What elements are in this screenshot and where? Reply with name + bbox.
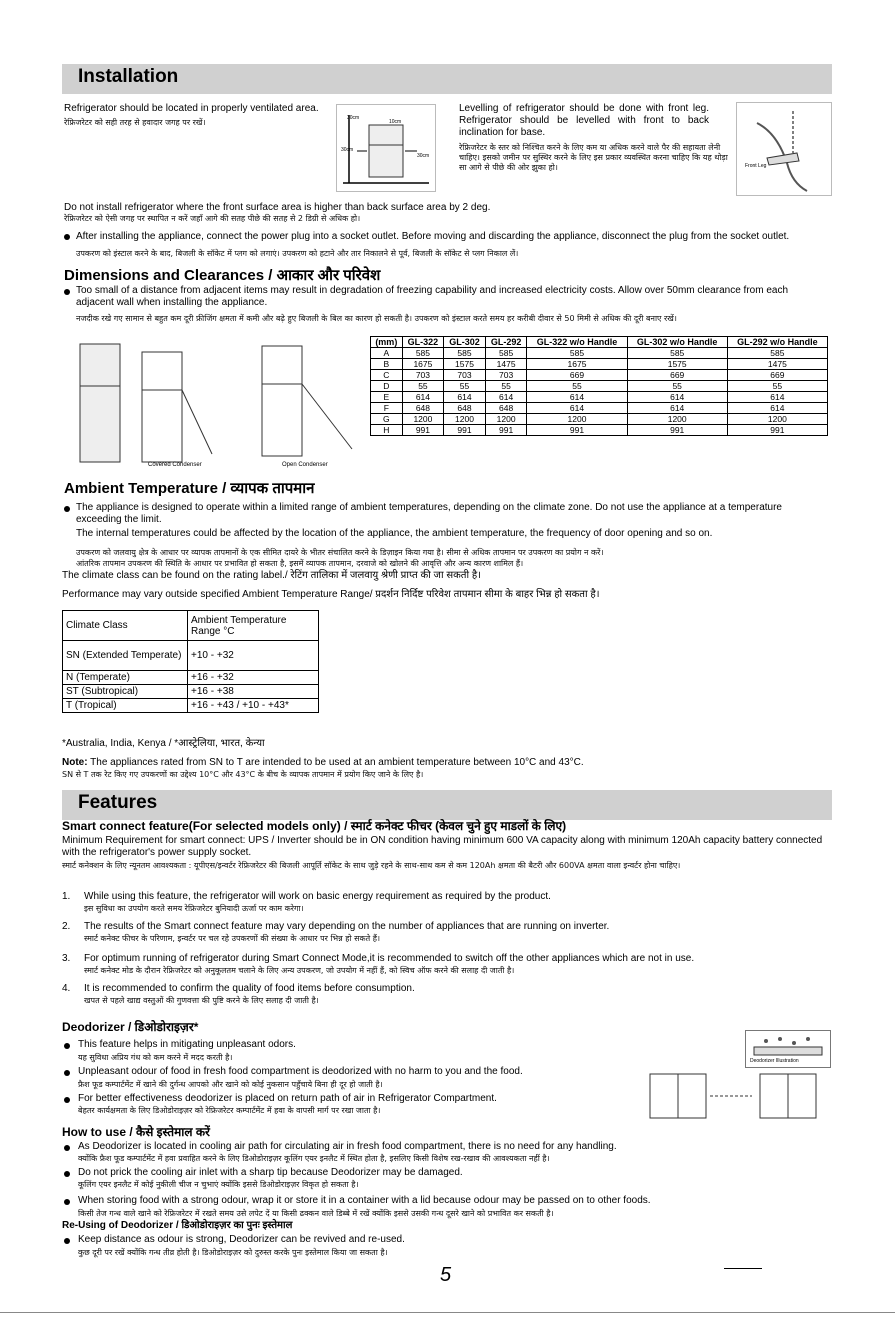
table-cell: 648 [444,403,486,414]
table-cell: 614 [527,392,627,403]
table-cell: C [371,370,403,381]
table-cell: 55 [627,381,727,392]
deodorizer-title: Deodorizer / डिओडोराइज़र* [62,1020,199,1034]
table-cell: B [371,359,403,370]
bullet-icon [64,1199,70,1205]
table-cell: 614 [444,392,486,403]
deodorizer-text-hi: फ्रैश फूड कम्पार्टमेंट में खाने की दुर्गन्ध आपको और खाने को कोई नुकसान पहुँचाये बिना ही दूर हो जाती है। [78,1080,383,1089]
bullet-icon [64,1238,70,1244]
table-cell: 55 [527,381,627,392]
table-cell: 1575 [627,359,727,370]
list-text: It is recommended to confirm the quality of food items before consumption. [84,983,415,994]
ventilation-text-hi: रेफ्रिजरेटर को सही तरह से हवादार जगह पर रखें। [64,118,206,127]
table-header: GL-322 [402,337,444,348]
bullet-icon [64,1171,70,1177]
clearance-label-left: 30cm [341,147,354,153]
table-cell: 703 [444,370,486,381]
deodorizer-text-hi: यह सुविधा अप्रिय गंध को कम करने में मदद करती है। [78,1053,233,1062]
how-to-use-title: How to use / कैसे इस्तेमाल करें [62,1125,210,1139]
table-cell: 585 [485,348,527,359]
table-cell: 1675 [402,359,444,370]
bullet-icon [64,1043,70,1049]
fridge-figure [640,1068,830,1120]
table-row [371,392,828,403]
table-cell: F [371,403,403,414]
features-title: Features [78,792,158,813]
bullet-icon [64,1070,70,1076]
table-cell: 1475 [485,359,527,370]
list-text: The results of the Smart connect feature may vary depending on the number of appliances that are running on inverter. [84,921,610,932]
deodorizer-figure-label: Deodorizer Illustration [750,1058,799,1064]
table-header-row [63,611,319,641]
installation-banner [62,64,832,94]
dimensions-text: Too small of a distance from adjacent items may result in degradation of freezing capability and increased electricity costs. Allow over 50mm clearance from each adjacent wall when installing the appliance. [76,285,789,308]
table-cell: 614 [727,403,827,414]
table-cell: 55 [402,381,444,392]
table-cell: E [371,392,403,403]
table-cell: 991 [444,425,486,436]
table-row [371,370,828,381]
table-cell: H [371,425,403,436]
table-cell: 55 [485,381,527,392]
table-cell: 1200 [485,414,527,425]
list-number: 2. [62,921,71,932]
table-header: GL-302 [444,337,486,348]
table-row [371,348,828,359]
table-row [63,671,319,685]
dimensions-title: Dimensions and Clearances / आकार और परिवेश [64,267,381,284]
bullet-icon [64,289,70,295]
table-cell: SN (Extended Temperate) [63,641,188,671]
table-cell: 585 [444,348,486,359]
list-text-hi: स्मार्ट कनेक्ट फीचर के परिणाम, इन्वर्टर पर चल रहे उपकरणों की संख्या के आधार पर भिन्न हो सकते हैं। [84,934,381,943]
table-cell: 703 [402,370,444,381]
how-to-use-text: When storing food with a strong odour, wrap it or store it in a container with a lid because odour may be passed on to other foods. [78,1195,651,1206]
how-to-use-text-hi: क्योंकि फ्रैश फूड कम्पार्टमेंट में हवा प्रवाहित करने के लिए डिओडोराइज़र कूलिंग एयर इनलैट में स्थित होता है, इसलिए किसी विशेष रख-रखाव की आवश्यकता नहीं है। [78,1154,550,1163]
list-item [62,891,828,921]
deodorizer-text: Unpleasant odour of food in fresh food compartment is deodorized with no harm to you and the food. [78,1066,523,1077]
footnote: *Australia, India, Kenya / *आस्ट्रेलिया, भारत, केन्या [62,738,265,749]
bullet-icon [64,1097,70,1103]
front-leg-label: Front Leg [745,163,767,169]
list-text-hi: स्मार्ट कनेक्ट मोड के दौरान रेफ्रिजरेटर को अनुकूलतम चलाने के लिए अन्य उपकरण, जो उपयोग में नहीं हैं, को स्विच ऑफ करने की सलाह दी जाती है। [84,966,515,975]
table-cell: 1200 [444,414,486,425]
how-to-use-text-hi: कूलिंग एयर इनलैट में कोई नुकीली चीज न चुभाएं क्योंकि इससे डिओडोराइज़र विकृत हो सकता है। [78,1180,359,1189]
page-number: 5 [440,1264,452,1286]
list-item [62,921,828,953]
table-cell: +16 - +32 [188,671,319,685]
how-to-use-text-hi: किसी तेज गन्ध वाले खाने को रेफ्रिजरेटर में रखते समय उसे लपेट दें या किसी ढक्कन वाले डिब्बे में रखें क्योंकि इससे उसकी गन्ध दूसरे खाने को प्रभावित कर सकती है। [78,1209,554,1218]
deodorizer-text-hi: बेहतर कार्यक्षमता के लिए डिओडोराइज़र को रेफ्रिजरेटर कम्पार्टमेंट में हवा के वापसी मार्ग पर रखा जाता है। [78,1106,381,1115]
table-header: (mm) [371,337,403,348]
clearance-label-right: 30cm [417,153,430,159]
bullet-icon [64,506,70,512]
deodorizer-figure [745,1030,831,1068]
ambient-text-hi-1: उपकरण को जलवायु क्षेत्र के आधार पर व्यापक तापमानों के एक सीमित दायरे के भीतर संचालित करने के डिज़ाइन किया गया है। सीमा से अधिक तापमान पर उपकरण का प्रयोग न करें। [76,548,604,557]
dimension-drawings [62,334,362,474]
table-header: Ambient Temperature Range °C [188,611,319,641]
table-cell: 1675 [527,359,627,370]
list-item [62,953,828,983]
table-cell: 585 [527,348,627,359]
table-cell: 648 [485,403,527,414]
list-number: 3. [62,953,71,964]
deodorizer-text: This feature helps in mitigating unpleasant odors. [78,1039,296,1050]
table-cell: 1200 [727,414,827,425]
ventilation-figure [336,104,436,192]
list-number: 1. [62,891,71,902]
performance-text: Performance may vary outside specified Ambient Temperature Range/ प्रदर्शन निर्दिष्ट परिवेश तापमान सीमा के बाहर भिन्न हो सकता है। [62,589,600,600]
list-text-hi: खपत से पहले खाद्य वस्तुओं की गुणवत्ता की पुष्टि करने के लिए सलाह दी जाती है। [84,996,319,1005]
table-cell: 703 [485,370,527,381]
table-cell: 669 [627,370,727,381]
bullet-icon [64,1145,70,1151]
how-to-use-text: Do not prick the cooling air inlet with a sharp tip because Deodorizer may be damaged. [78,1167,463,1178]
table-header: GL-302 w/o Handle [627,337,727,348]
table-cell: +16 - +43 / +10 - +43* [188,699,319,713]
table-cell: 991 [727,425,827,436]
table-cell: 614 [627,403,727,414]
ambient-title: Ambient Temperature / व्यापक तापमान [64,480,315,497]
table-cell: +10 - +32 [188,641,319,671]
note-text [62,757,822,769]
divider [724,1268,762,1269]
table-cell: G [371,414,403,425]
table-cell: 614 [727,392,827,403]
list-item [62,983,828,1013]
dimensions-text-hi: नजदीक रखे गए सामान से बहुत कम दूरी फ्रीजिंग क्षमता में कमी और बढ़े हुए बिजली के बिल का कारण हो सकती है। उपकरण को इंस्टाल करते समय हर करीबी दीवार से 50 मिमी से अधिक की दूरी बनाए रखें। [76,314,677,323]
plug-text-hi: उपकरण को इंस्टाल करने के बाद, बिजली के सॉकेट में प्लग को लगाएं। उपकरण को हटाने और तार निकालने से पूर्व, बिजली के सॉकेट से प्लग निकाल लें। [76,249,519,258]
table-cell: 1200 [527,414,627,425]
table-header: GL-292 [485,337,527,348]
levelling-text-hi: रेफ्रिजरेटर के स्तर को निश्चित करने के लिए कम या अधिक करने वाले पैर की सहायता लेनी चाहिए। इसको जमीन पर सुस्थिर करने के लिए इस प्रकार व्यवस्थित करना चाहिए कि यह थोड़ा सा आगे से पीछे की ओर झुका हो। [459,143,728,172]
table-cell: 614 [402,392,444,403]
how-to-use-text: As Deodorizer is located in cooling air path for circulating air in fresh food compartment, there is no need for any handling. [78,1141,617,1152]
table-cell: 1475 [727,359,827,370]
list-text: While using this feature, the refrigerator will work on basic energy requirement as required by the product. [84,891,551,902]
table-cell: ST (Subtropical) [63,685,188,699]
bullet-icon [64,234,70,240]
clearance-label-back: 10cm [389,119,402,125]
table-cell: 991 [485,425,527,436]
table-cell: 991 [527,425,627,436]
table-row [63,699,319,713]
table-cell: T (Tropical) [63,699,188,713]
table-cell: A [371,348,403,359]
deodorizer-text: For better effectiveness deodorizer is placed on return path of air in Refrigerator Compartment. [78,1093,497,1104]
reuse-text-hi: कुछ दूरी पर रखें क्योंकि गन्ध तीव्र होती है। डिओडोराइज़र को दुरुस्त करके पुनः इस्तेमाल किया जा सकता है। [78,1248,388,1257]
page-bottom-line [0,1312,895,1313]
plug-text: After installing the appliance, connect the power plug into a socket outlet. Before moving and discarding the appliance, disconnect the plug from the socket outlet. [76,231,790,242]
table-cell: 55 [727,381,827,392]
ambient-text-hi-2: आंतरिक तापमान उपकरण की स्थिति के आधार पर प्रभावित हो सकता है, इसमें व्यापक तापमान, दरवाजे को खोलने की आवृत्ति और अन्य कारण शामिल हैं। [76,559,524,568]
table-cell: 585 [727,348,827,359]
climate-class-text: The climate class can be found on the rating label./ रेटिंग तालिका में जलवायु श्रेणी प्राप्त की जा सकती है। [62,570,481,581]
smart-connect-text-hi: स्मार्ट कनेक्शन के लिए न्यूनतम आवश्यकता : यूपीएस/इन्वर्टर रेफ्रिजरेटर की बिजली आपूर्ति सॉकेट के साथ जुड़े रहने के साथ-साथ कम से कम 120Ah क्षमता की बैटरी और 600VA क्षमता वाला इन्वर्टर होना चाहिए। [62,861,681,870]
list-text: For optimum running of refrigerator during Smart Connect Mode,it is recommended to switch off the other appliances which are not in use. [84,953,695,964]
smart-connect-list [62,891,828,1013]
clearance-label-top: 30cm [347,115,360,121]
ambient-text: The appliance is designed to operate within a limited range of ambient temperatures, depending on the climate zone. Do not use the appliance at a temperature exceeding the limit. [76,502,782,525]
table-header: Climate Class [63,611,188,641]
dimensions-table [370,336,828,436]
surface-text-hi: रेफ्रिजरेटर को ऐसी जगह पर स्थापित न करें जहाँ आगे की सतह पीछे की सतह से 2 डिग्री से अधिक हो। [64,214,361,223]
table-cell: 669 [527,370,627,381]
table-row [63,685,319,699]
table-row [371,359,828,370]
installation-title: Installation [78,66,179,87]
levelling-text: Levelling of refrigerator should be done with front leg. Refrigerator should be levelled with front to back inclination for base. [459,103,709,138]
note-body: The appliances rated from SN to T are intended to be used at an ambient temperature between 10°C and 43°C. [87,757,584,768]
climate-class-table [62,610,319,713]
table-cell: 1200 [402,414,444,425]
table-cell: 991 [627,425,727,436]
list-text-hi: इस सुविधा का उपयोग करते समय रेफ्रिजरेटर बुनियादी ऊर्जा पर काम करेगा। [84,904,304,913]
table-row [371,403,828,414]
table-row [371,414,828,425]
smart-connect-text: Minimum Requirement for smart connect: UPS / Inverter should be in ON condition having minimum 600 VA capacity along with minimum 120Ah capacity battery connected with the refrigerator's power supply socket. [62,835,823,858]
smart-connect-title: Smart connect feature(For selected models only) / स्मार्ट कनेक्ट फीचर (केवल चुने हुए माडलों के लिए) [62,819,567,833]
table-cell: 648 [402,403,444,414]
table-cell: 585 [627,348,727,359]
table-cell: 614 [527,403,627,414]
table-cell: 614 [485,392,527,403]
table-cell: 55 [444,381,486,392]
table-row [371,425,828,436]
open-condenser-label: Open Condenser [282,462,328,468]
reuse-title: Re-Using of Deodorizer / डिओडोराइज़र का पुनः इस्तेमाल [62,1220,293,1231]
table-cell: 669 [727,370,827,381]
covered-condenser-label: Covered Condenser [148,462,202,468]
list-number: 4. [62,983,71,994]
surface-text: Do not install refrigerator where the front surface area is higher than back surface area by 2 deg. [64,202,491,213]
table-row [63,641,319,671]
table-cell: 585 [402,348,444,359]
note-label: Note: [62,757,88,768]
table-header: GL-322 w/o Handle [527,337,627,348]
internal-temp-text: The internal temperatures could be affected by the location of the appliance, the ambient temperature, the frequency of door opening and so on. [76,528,713,539]
front-leg-figure [736,102,832,196]
table-row [371,381,828,392]
features-banner [62,790,832,820]
reuse-text: Keep distance as odour is strong, Deodorizer can be revived and re-used. [78,1234,405,1245]
table-cell: +16 - +38 [188,685,319,699]
note-text-hi: SN से T तक रेट किए गए उपकरणों का उद्देश्य 10°C और 43°C के बीच के व्यापक तापमान में प्रयोग किए जाने के लिए है। [62,770,424,779]
table-cell: 614 [627,392,727,403]
table-header: GL-292 w/o Handle [727,337,827,348]
table-cell: 1200 [627,414,727,425]
table-header-row [371,337,828,348]
table-cell: 991 [402,425,444,436]
table-cell: N (Temperate) [63,671,188,685]
ventilation-text: Refrigerator should be located in properly ventilated area. [64,103,319,114]
table-cell: D [371,381,403,392]
table-cell: 1575 [444,359,486,370]
